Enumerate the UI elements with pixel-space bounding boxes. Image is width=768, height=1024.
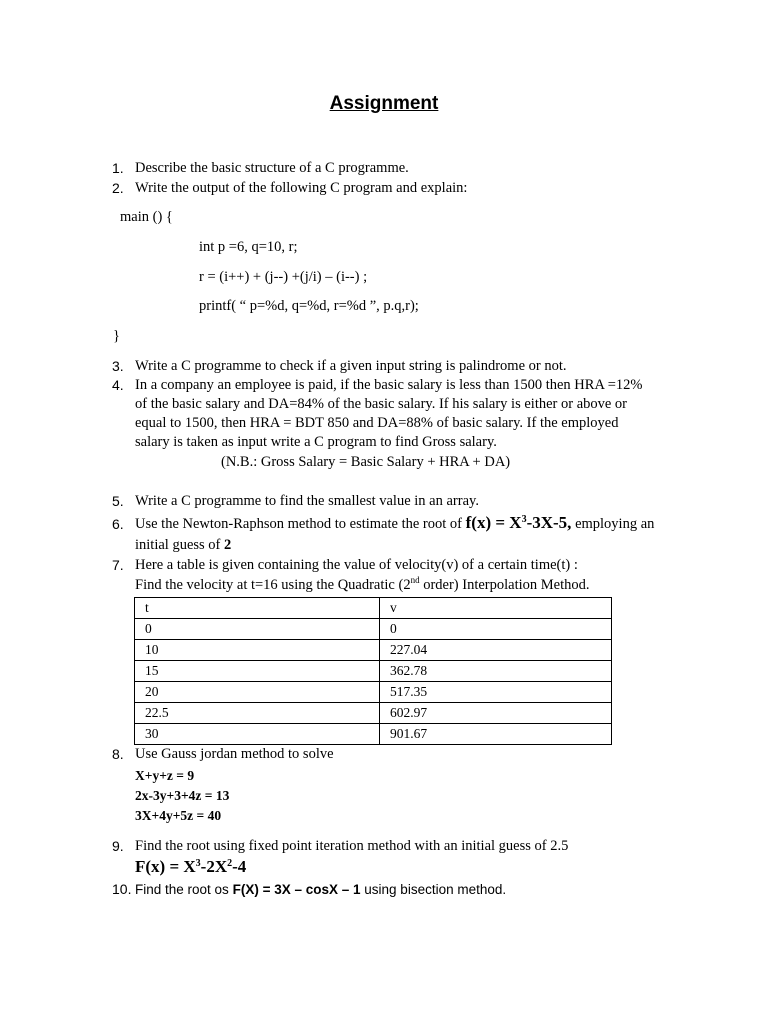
q3-number: 3.	[112, 358, 124, 374]
q9-sup-2: 2	[227, 858, 233, 870]
table-cell-v: 602.97	[380, 703, 612, 724]
q6-line2-pre: initial guess of	[135, 537, 221, 553]
q4-line-2: of the basic salary and DA=84% of the basic salary. If his salary is either or above or	[135, 396, 628, 412]
q7-line-2	[135, 576, 590, 596]
table-header-row	[135, 598, 612, 619]
q6-func-sup: 3	[521, 514, 527, 526]
velocity-table	[134, 597, 612, 745]
q6-post: employing an	[575, 516, 655, 532]
q9-func-a: F(x) = X	[135, 857, 196, 876]
q4-line-1: In a company an employee is paid, if the basic salary is less than 1500 then HRA =12%	[135, 377, 643, 393]
q2-text: Write the output of the following C program and explain:	[135, 180, 468, 196]
table-cell-v: 0	[380, 619, 612, 640]
q6-func-a: f(x) = X	[465, 513, 522, 532]
table-cell-t: 15	[135, 661, 380, 682]
table-cell-t: 22.5	[135, 703, 380, 724]
q9-text: Find the root using fixed point iteration method with an initial guess of 2.5	[135, 838, 569, 854]
q10-post: using bisection method.	[364, 882, 507, 897]
q6-func-b: -3X-5,	[526, 513, 572, 532]
q7-line-1: Here a table is given containing the value of velocity(v) of a certain time(t) :	[135, 557, 578, 573]
table-row	[135, 619, 612, 640]
code-line-2: r = (i++) + (j--) +(j/i) – (i--) ;	[199, 269, 368, 285]
table-cell-v: 517.35	[380, 682, 612, 703]
table-row	[135, 724, 612, 745]
q8-equation-1: X+y+z = 9	[135, 768, 195, 783]
table-cell-v: 362.78	[380, 661, 612, 682]
q5-number: 5.	[112, 493, 124, 509]
q1-number: 1.	[112, 160, 124, 176]
q7-number: 7.	[112, 557, 124, 573]
table-header-v: v	[380, 598, 612, 619]
q8-equation-3: 3X+4y+5z = 40	[135, 808, 222, 823]
q10-pre: Find the root os	[135, 882, 229, 897]
q4-number: 4.	[112, 377, 124, 393]
q10-number: 10.	[112, 881, 132, 897]
q10-func: F(X) = 3X – cosX – 1	[232, 882, 361, 897]
q9-func-b: -2X	[200, 857, 228, 876]
q8-text: Use Gauss jordan method to solve	[135, 746, 334, 762]
q2-number: 2.	[112, 180, 124, 196]
q8-number: 8.	[112, 746, 124, 762]
q5-text: Write a C programme to find the smallest value in an array.	[135, 493, 479, 509]
q7-line2-sup: nd	[410, 575, 420, 586]
q6-pre: Use the Newton-Raphson method to estimate the root of	[135, 516, 462, 532]
code-line-3: printf( “ p=%d, q=%d, r=%d ”, p.q,r);	[199, 298, 419, 314]
q6-line-1	[135, 513, 654, 535]
code-main: main () {	[120, 209, 173, 225]
q8-equation-2: 2x-3y+3+4z = 13	[135, 788, 230, 803]
code-line-1: int p =6, q=10, r;	[199, 239, 298, 255]
q4-note: (N.B.: Gross Salary = Basic Salary + HRA + DA)	[221, 454, 511, 470]
page-title: Assignment	[329, 93, 439, 114]
table-cell-v: 227.04	[380, 640, 612, 661]
q4-line-4: salary is taken as input write a C program to find Gross salary.	[135, 434, 497, 450]
table-header-t: t	[135, 598, 380, 619]
table-cell-t: 30	[135, 724, 380, 745]
q3-text: Write a C programme to check if a given input string is palindrome or not.	[135, 358, 567, 374]
q9-number: 9.	[112, 838, 124, 854]
table-cell-v: 901.67	[380, 724, 612, 745]
table-cell-t: 10	[135, 640, 380, 661]
q9-function	[135, 857, 246, 879]
q7-line2-post: order) Interpolation Method.	[423, 577, 590, 593]
code-close: }	[113, 328, 120, 344]
table-row	[135, 661, 612, 682]
table-row	[135, 682, 612, 703]
table-row	[135, 703, 612, 724]
q7-line2-pre: Find the velocity at t=16 using the Quadratic (2	[135, 577, 411, 593]
q10-line	[135, 880, 506, 900]
q6-guess: 2	[224, 537, 232, 553]
q9-func-c: -4	[232, 857, 247, 876]
q4-line-3: equal to 1500, then HRA = BDT 850 and DA=88% of basic salary. If the employed	[135, 415, 619, 431]
q6-number: 6.	[112, 516, 124, 532]
table-cell-t: 20	[135, 682, 380, 703]
q9-sup-1: 3	[195, 858, 201, 870]
table-row	[135, 640, 612, 661]
q1-text: Describe the basic structure of a C programme.	[135, 160, 409, 176]
q6-line-2	[135, 536, 231, 556]
table-cell-t: 0	[135, 619, 380, 640]
